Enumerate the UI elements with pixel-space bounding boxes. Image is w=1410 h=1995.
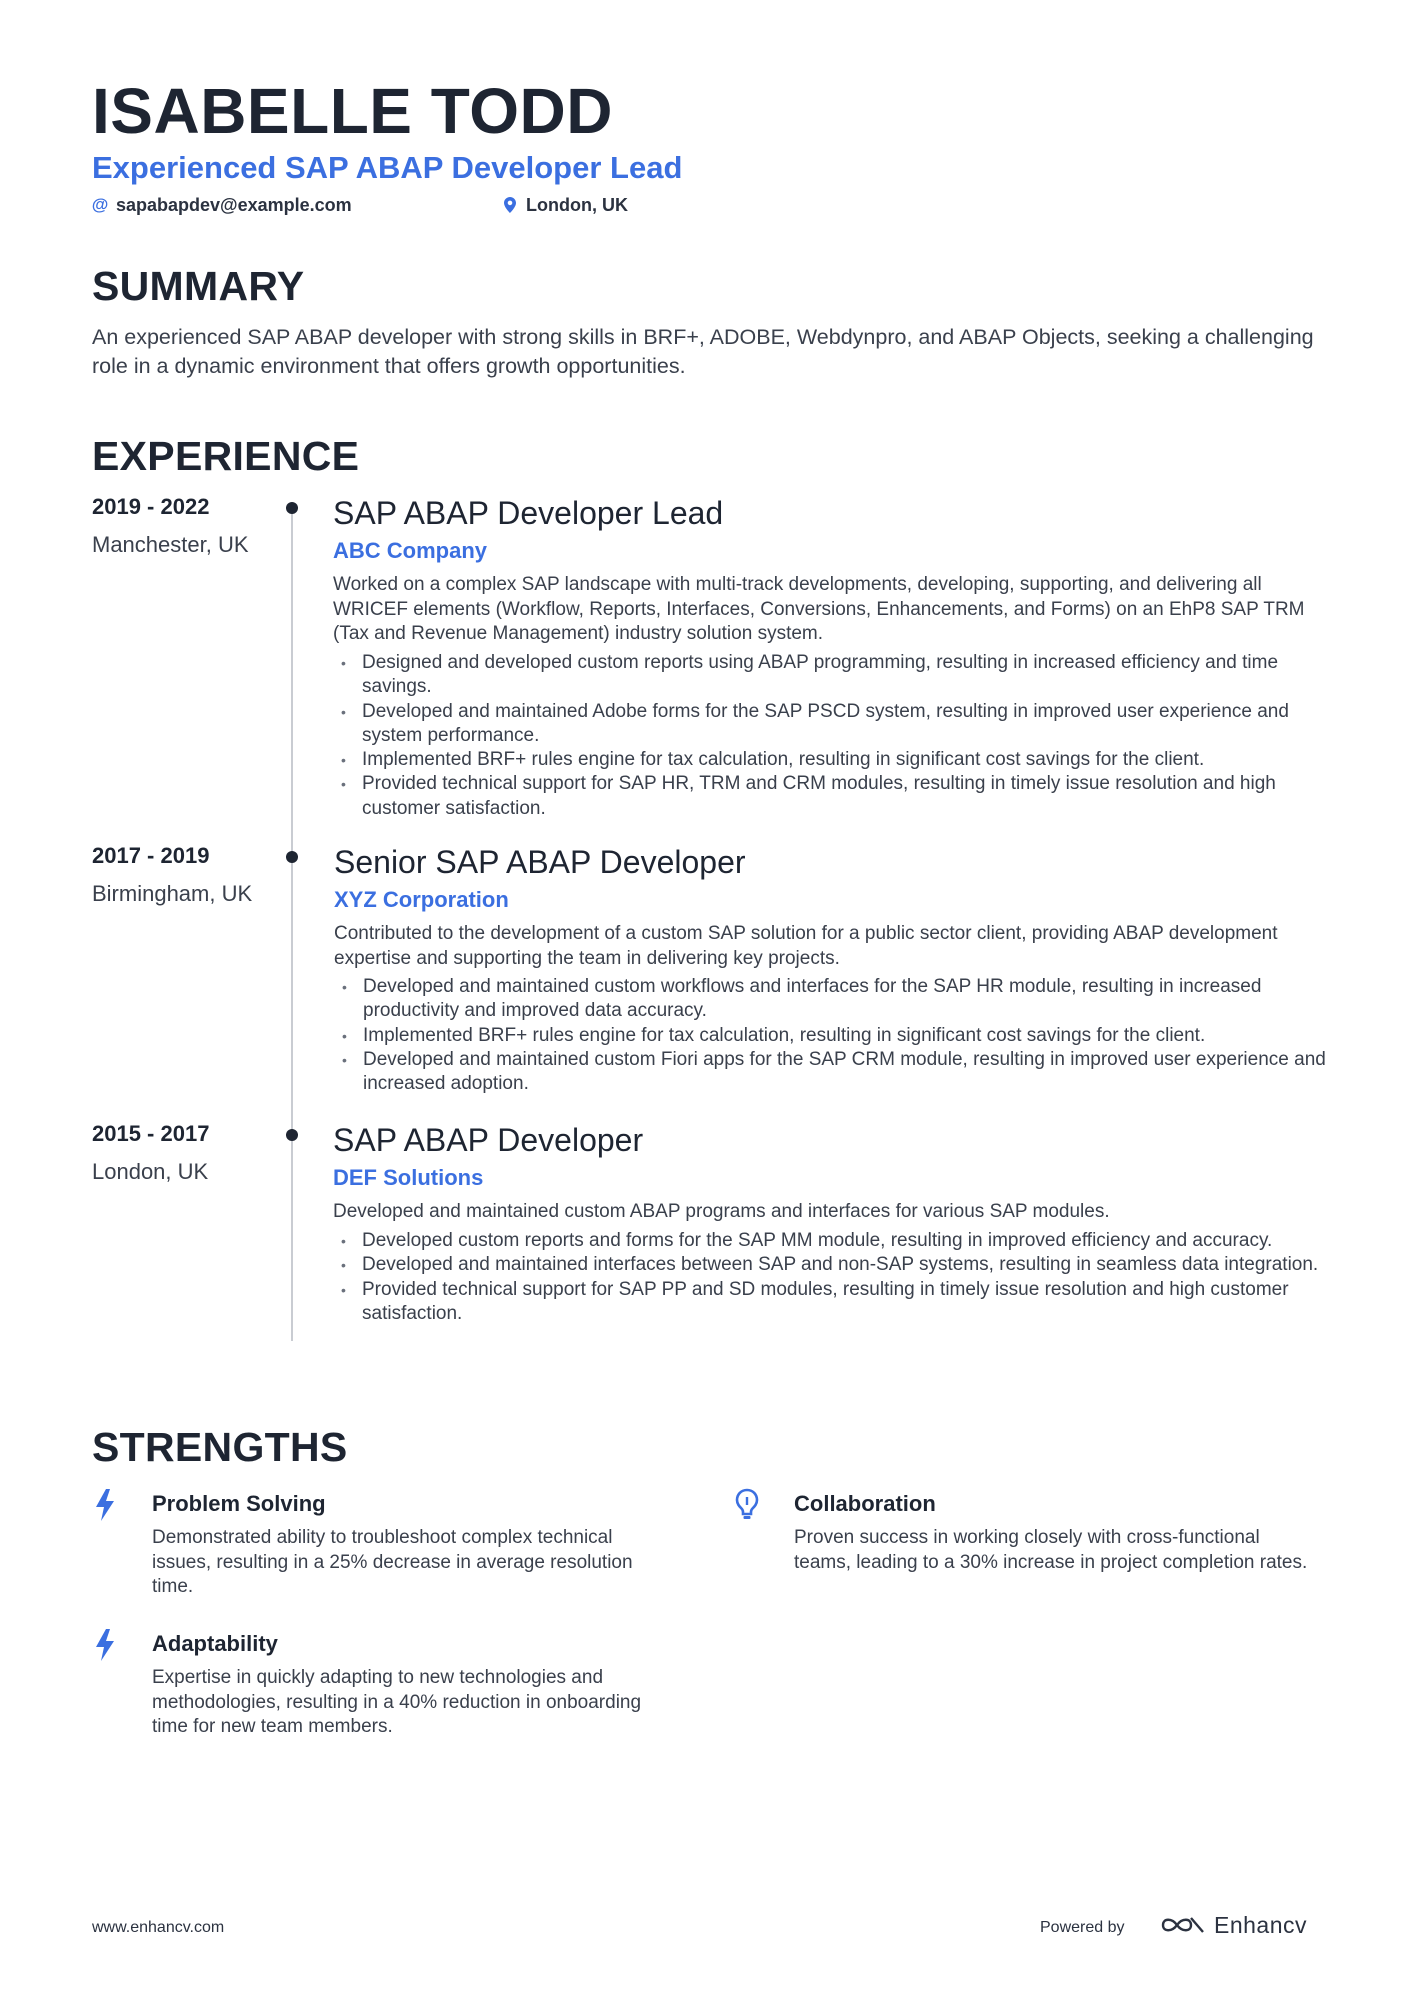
list-item: • Implemented BRF+ rules engine for tax calculation, resulting in significant cost savings for the client. <box>334 1024 1334 1048</box>
experience-location: London, UK <box>92 1159 209 1184</box>
strength-title: Adaptability <box>152 1631 278 1656</box>
footer-url[interactable]: www.enhancv.com <box>92 1919 225 1936</box>
summary-heading: SUMMARY <box>92 263 305 309</box>
experience-description: Worked on a complex SAP landscape with multi-track developments, developing, supporting, and delivering all WRICEF elements (Workflow, Reports, Interfaces, Conversions, Enhancements, and Forms) on an EhP8 SAP TRM (Tax and Revenue Management) industry solution system. <box>333 574 1305 644</box>
experience-company: ABC Company <box>333 538 488 563</box>
experience-dates: 2019 - 2022 <box>92 494 210 519</box>
map-pin-icon <box>502 197 518 213</box>
location-text: London, UK <box>526 195 628 215</box>
timeline-dot <box>286 851 298 863</box>
experience-location: Birmingham, UK <box>92 881 253 906</box>
experience-dates: 2017 - 2019 <box>92 843 210 868</box>
experience-dates: 2015 - 2017 <box>92 1121 210 1146</box>
experience-heading: EXPERIENCE <box>92 433 360 479</box>
experience-location: Manchester, UK <box>92 532 249 557</box>
experience-role: SAP ABAP Developer <box>333 1122 644 1158</box>
contact-email[interactable] <box>92 193 352 217</box>
strength-description: Proven success in working closely with cross-functional teams, leading to a 30% increase in project completion rates. <box>794 1527 1308 1573</box>
experience-bullets <box>333 1229 1333 1326</box>
summary-text: An experienced SAP ABAP developer with strong skills in BRF+, ADOBE, Webdynpro, and ABAP Objects, seeking a challenging role in a dynamic environment that offers growth opportunities. <box>92 325 1314 378</box>
list-item: • Developed and maintained interfaces between SAP and non-SAP systems, resulting in seamless data integration. <box>333 1253 1333 1277</box>
strength-title: Problem Solving <box>152 1491 326 1516</box>
timeline-line <box>291 505 293 1341</box>
contact-location <box>502 193 628 217</box>
strengths-heading: STRENGTHS <box>92 1424 348 1470</box>
lightning-icon <box>92 1628 118 1662</box>
timeline-dot <box>286 1129 298 1141</box>
list-item: • Developed and maintained custom workflows and interfaces for the SAP HR module, resulting in increased productivity and improved data accuracy. <box>334 975 1334 1024</box>
experience-description: Contributed to the development of a custom SAP solution for a public sector client, providing ABAP development expertise and supporting the team in delivering key projects. <box>334 923 1278 969</box>
list-item: • Implemented BRF+ rules engine for tax calculation, resulting in significant cost savings for the client. <box>333 748 1333 772</box>
experience-role: Senior SAP ABAP Developer <box>334 844 746 880</box>
candidate-headline: Experienced SAP ABAP Developer Lead <box>92 150 683 185</box>
brand-logo[interactable] <box>1160 1910 1307 1940</box>
at-icon: @ <box>91 195 109 214</box>
email-text: sapabapdev@example.com <box>116 195 352 215</box>
list-item: • Designed and developed custom reports using ABAP programming, resulting in increased efficiency and time savings. <box>333 651 1333 700</box>
list-item: • Developed and maintained custom Fiori apps for the SAP CRM module, resulting in improved user experience and increased adoption. <box>334 1048 1334 1097</box>
enhancv-logo-icon <box>1160 1913 1206 1937</box>
experience-bullets <box>334 975 1334 1096</box>
candidate-name: ISABELLE TODD <box>92 75 613 147</box>
strength-title: Collaboration <box>794 1491 936 1516</box>
lightning-icon <box>92 1488 118 1522</box>
strength-description: Expertise in quickly adapting to new technologies and methodologies, resulting in a 40% reduction in onboarding time for new team members. <box>152 1667 642 1737</box>
list-item: • Developed and maintained Adobe forms for the SAP PSCD system, resulting in improved user experience and system performance. <box>333 700 1333 749</box>
experience-role: SAP ABAP Developer Lead <box>333 495 724 531</box>
list-item: • Provided technical support for SAP PP and SD modules, resulting in timely issue resolution and high customer satisfaction. <box>333 1278 1333 1327</box>
brand-name: Enhancv <box>1214 1912 1308 1938</box>
list-item: • Provided technical support for SAP HR, TRM and CRM modules, resulting in timely issue resolution and high customer satisfaction. <box>333 772 1333 821</box>
experience-bullets <box>333 651 1333 821</box>
experience-company: DEF Solutions <box>333 1165 484 1190</box>
experience-description: Developed and maintained custom ABAP programs and interfaces for various SAP modules. <box>333 1201 1110 1222</box>
experience-company: XYZ Corporation <box>334 887 509 912</box>
strength-description: Demonstrated ability to troubleshoot complex technical issues, resulting in a 25% decrease in average resolution time. <box>152 1527 633 1597</box>
powered-by-label: Powered by <box>1040 1919 1125 1936</box>
lightbulb-icon <box>734 1488 760 1522</box>
timeline-dot <box>286 502 298 514</box>
list-item: • Developed custom reports and forms for the SAP MM module, resulting in improved efficiency and accuracy. <box>333 1229 1333 1253</box>
